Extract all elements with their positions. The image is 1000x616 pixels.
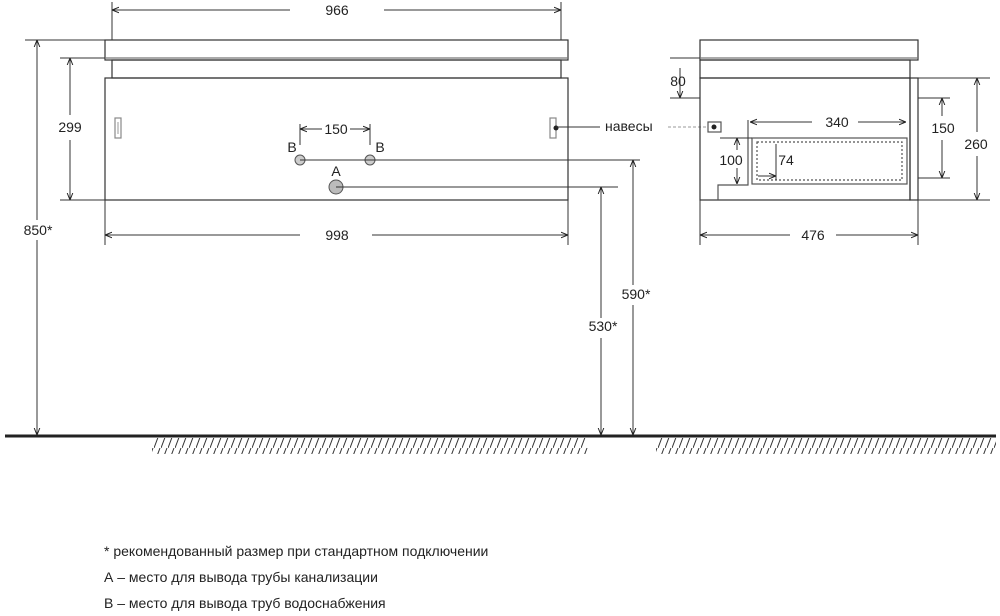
cabinet-body-side <box>700 78 910 200</box>
legend-b: В – место для вывода труб водоснабжения <box>104 595 386 611</box>
side-gap <box>700 60 910 78</box>
side-view <box>700 40 918 200</box>
top-strip-front <box>112 60 561 78</box>
dim-drain-height-label: 590* <box>621 286 651 302</box>
dim-body-height-label: 299 <box>58 119 82 135</box>
drawer-box <box>752 138 907 184</box>
dim-supply-height-label: 530* <box>588 318 618 334</box>
supply-left-label: B <box>287 139 297 155</box>
floor-hatch-left <box>152 438 588 454</box>
dim-drawer-height-inner-label: 100 <box>719 152 743 168</box>
dim-inner-depth <box>758 144 776 180</box>
side-panel <box>910 78 918 200</box>
floor-hatch-right <box>656 438 996 454</box>
countertop-side <box>700 40 918 60</box>
dim-depth-label: 476 <box>801 227 825 243</box>
dim-body-width-label: 998 <box>325 227 349 243</box>
dim-side-top-gap-label: 80 <box>670 73 686 89</box>
dim-drawer-height-outer <box>918 98 950 178</box>
dim-drawer-height-outer-label: 150 <box>931 120 955 136</box>
supply-right-label: B <box>375 139 385 155</box>
legend-note: * рекомендованный размер при стандартном подключении <box>104 543 489 559</box>
dim-side-height-label: 260 <box>964 136 988 152</box>
dim-top-width-label: 966 <box>325 2 349 18</box>
hinges-label: навесы <box>605 118 653 134</box>
dim-total-height-label: 850* <box>23 222 53 238</box>
legend-a: А – место для вывода трубы канализации <box>104 569 378 585</box>
dim-drawer-depth-label: 340 <box>825 114 849 130</box>
drain-label: A <box>331 163 341 179</box>
dim-inner-depth-label: 74 <box>778 152 794 168</box>
countertop-front <box>105 40 568 60</box>
dim-pipe-spacing-label: 150 <box>324 121 348 137</box>
